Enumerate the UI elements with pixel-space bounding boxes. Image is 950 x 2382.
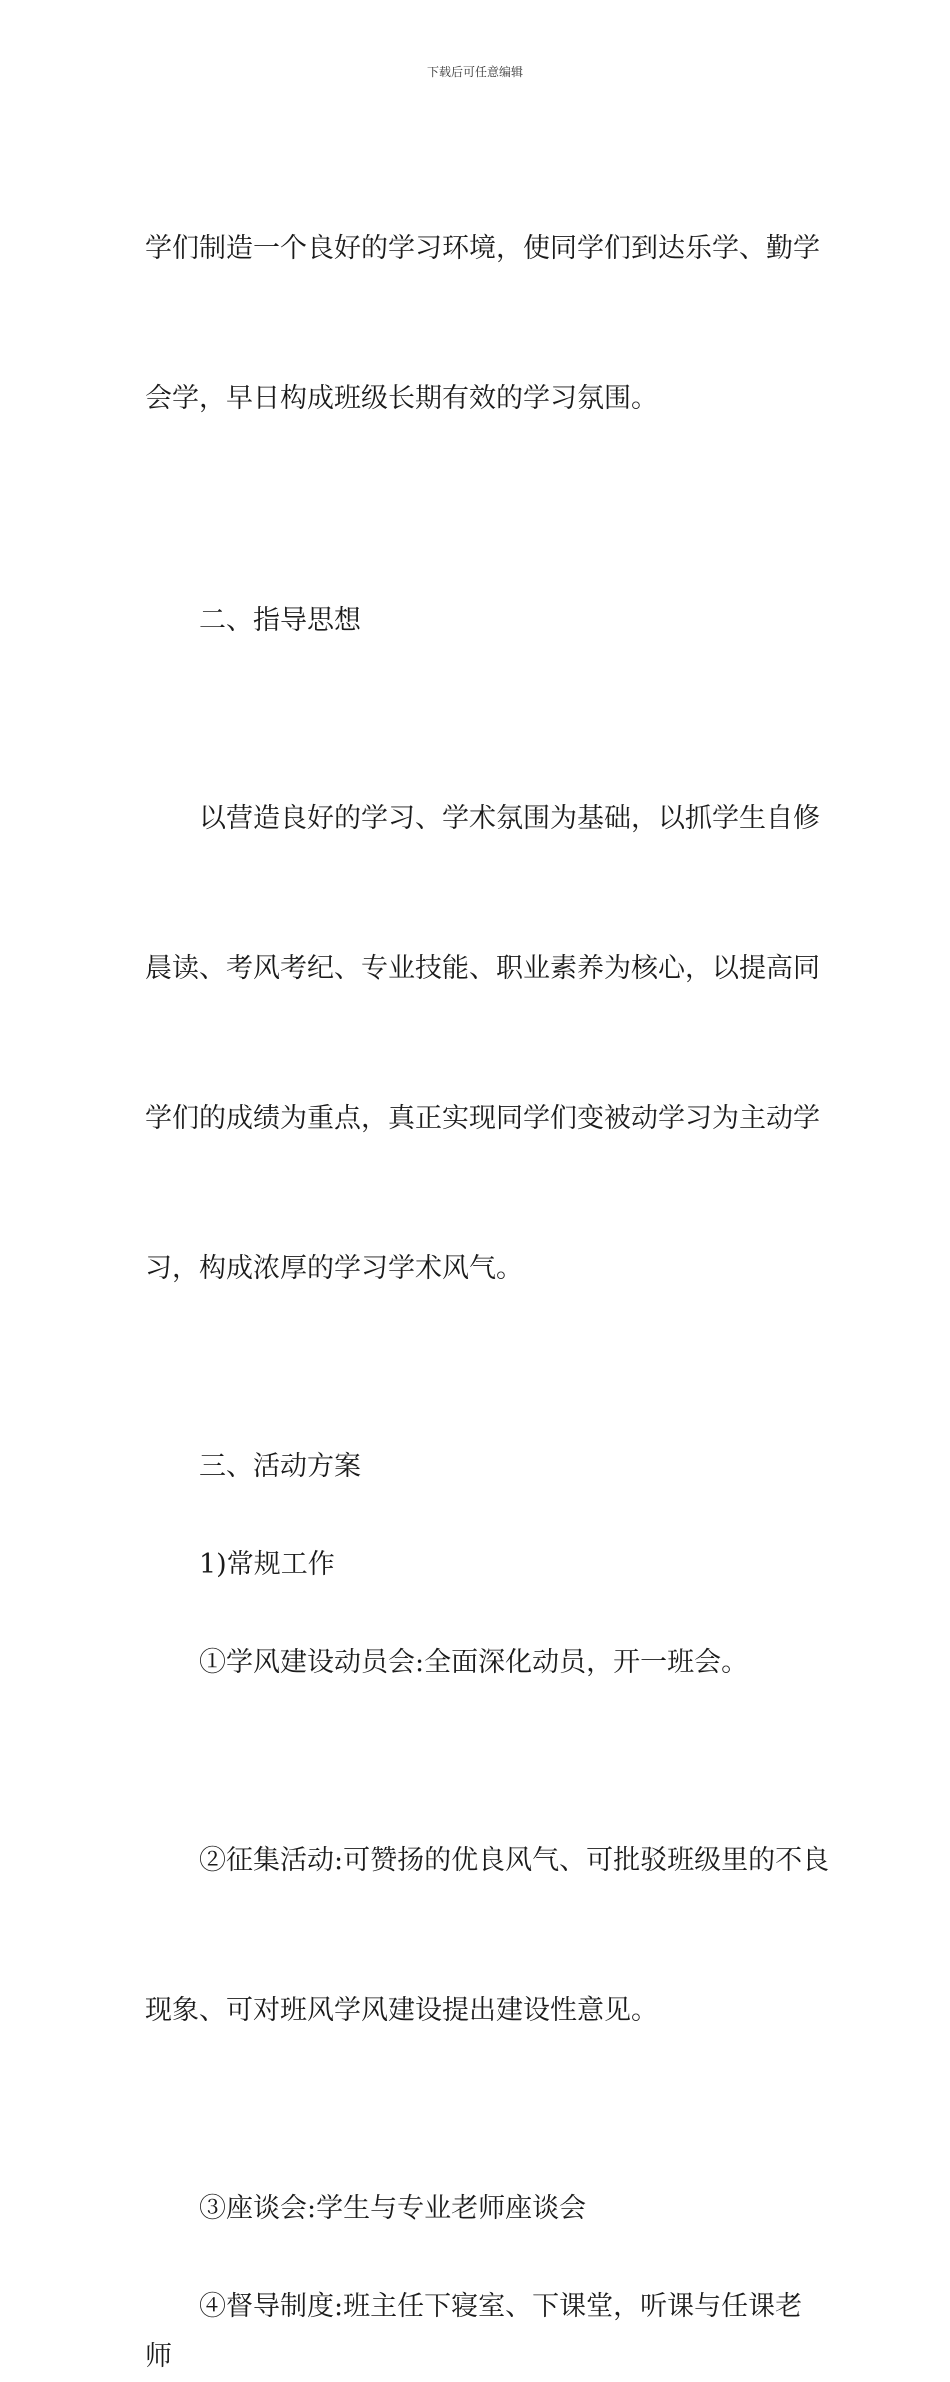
document-body	[145, 124, 830, 2382]
subsection-heading-routine-work: 1)常规工作	[199, 1549, 335, 1580]
list-item-mobilization-meeting: ①学风建设动员会:全面深化动员，开一班会。	[199, 1647, 749, 1678]
paragraph-guiding-ideology	[145, 694, 820, 1394]
text-line: 晨读、考风考纪、专业技能、职业素养为核心，以提高同	[145, 953, 820, 984]
text-line: 学们的成绩为重点，真正实现同学们变被动学习为主动学	[145, 1103, 820, 1134]
section-heading-activity-plan: 三、活动方案	[199, 1451, 361, 1482]
section-heading-guiding-ideology: 二、指导思想	[199, 605, 361, 636]
text-line: 现象、可对班风学风建设提出建设性意见。	[145, 1995, 658, 2026]
page-header: 下载后可任意编辑	[426, 65, 523, 79]
paragraph-intro-continued	[145, 124, 820, 524]
text-line: 以营造良好的学习、学术氛围为基础，以抓学生自修	[199, 803, 820, 834]
list-item-collection-activity	[145, 1736, 830, 2136]
list-item-supervision-system: ④督导制度:班主任下寝室、下课堂，听课与任课老师	[145, 2291, 803, 2372]
text-line: 学们制造一个良好的学习环境，使同学们到达乐学、勤学	[145, 233, 820, 264]
list-item-symposium: ③座谈会:学生与专业老师座谈会	[199, 2193, 587, 2224]
text-line: ②征集活动:可赞扬的优良风气、可批驳班级里的不良	[199, 1845, 830, 1876]
text-line: 会学，早日构成班级长期有效的学习氛围。	[145, 383, 658, 414]
text-line: 习，构成浓厚的学习学术风气。	[145, 1253, 523, 1284]
